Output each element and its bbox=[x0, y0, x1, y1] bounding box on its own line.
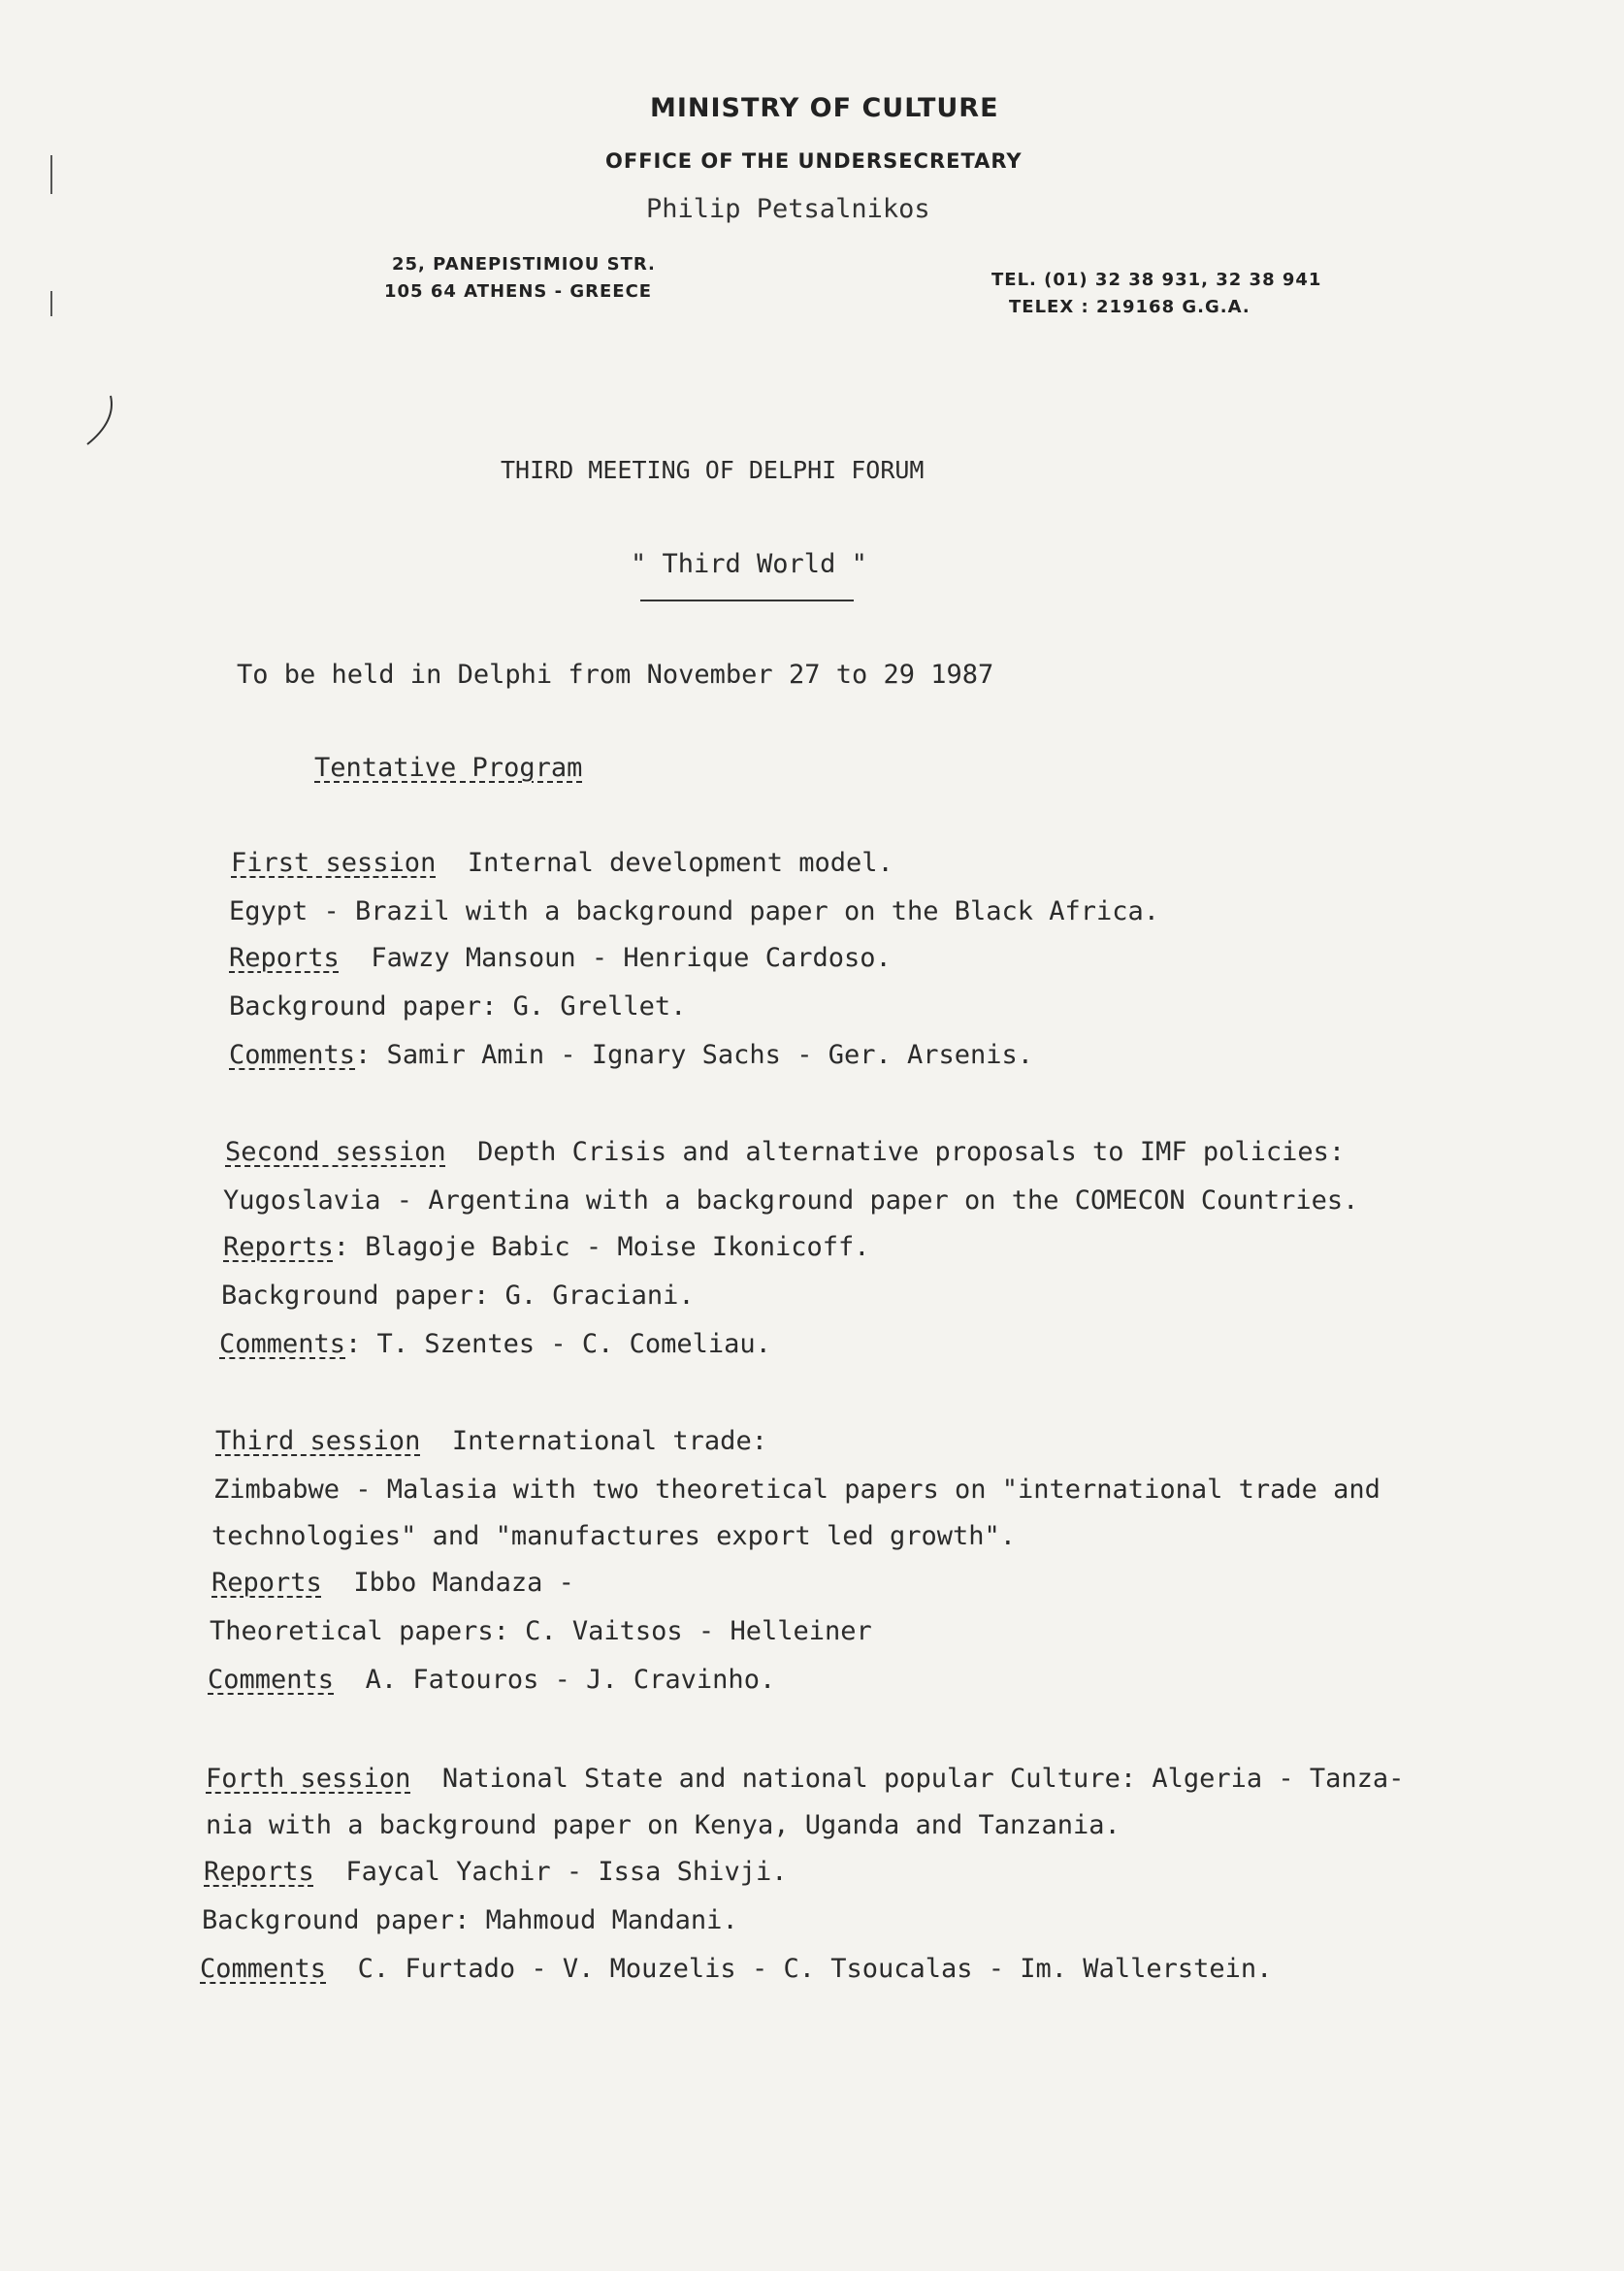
telephone: TEL. (01) 32 38 931, 32 38 941 bbox=[991, 270, 1322, 290]
session-line: technologies" and "manufactures export led growth". bbox=[211, 1521, 1017, 1551]
session-topic: Depth Crisis and alternative proposals to IMF policies: bbox=[477, 1137, 1346, 1167]
address-line-2: 105 64 ATHENS - GREECE bbox=[384, 281, 653, 302]
telex: TELEX : 219168 G.G.A. bbox=[1009, 297, 1250, 317]
comments-line: Comments C. Furtado - V. Mouzelis - C. Tsoucalas - Im. Wallerstein. bbox=[200, 1954, 1273, 1984]
ministry-title: MINISTRY OF CULTURE bbox=[650, 93, 999, 123]
comments-line: Comments: Samir Amin - Ignary Sachs - Ger. Arsenis. bbox=[229, 1040, 1034, 1070]
reports-line: Reports Ibbo Mandaza - bbox=[211, 1568, 574, 1598]
background-line: Background paper: G. Grellet. bbox=[229, 991, 687, 1022]
session-topic: International trade: bbox=[451, 1426, 767, 1456]
session-line: Yugoslavia - Argentina with a background paper on the COMECON Countries. bbox=[223, 1185, 1359, 1216]
session-line: Egypt - Brazil with a background paper on the Black Africa. bbox=[229, 896, 1160, 926]
background-line: Theoretical papers: C. Vaitsos - Helleiner bbox=[210, 1616, 872, 1646]
session-label: First session bbox=[231, 848, 437, 878]
margin-mark bbox=[50, 155, 52, 194]
session-label: Second session bbox=[225, 1137, 446, 1167]
session-label: Forth session bbox=[206, 1764, 411, 1794]
subtitle-rule bbox=[640, 600, 854, 601]
background-line: Background paper: G. Graciani. bbox=[221, 1281, 695, 1311]
session-topic: Internal development model. bbox=[467, 848, 893, 878]
margin-mark bbox=[50, 291, 52, 316]
office-title: OFFICE OF THE UNDERSECRETARY bbox=[605, 149, 1023, 173]
session-2-heading bbox=[225, 1137, 1345, 1167]
session-1-heading bbox=[231, 848, 893, 878]
meeting-subtitle: " Third World " bbox=[631, 549, 867, 579]
session-4-heading bbox=[206, 1764, 1404, 1794]
reports-line: Reports Faycal Yachir - Issa Shivji. bbox=[204, 1857, 788, 1887]
undersecretary-name: Philip Petsalnikos bbox=[646, 194, 930, 224]
margin-stroke-mark bbox=[81, 392, 120, 450]
comments-line: Comments A. Fatouros - J. Cravinho. bbox=[208, 1665, 776, 1695]
session-label: Third session bbox=[215, 1426, 421, 1456]
session-topic: National State and national popular Culture: Algeria - Tanza- bbox=[441, 1764, 1405, 1794]
reports-line: Reports: Blagoje Babic - Moise Ikonicoff. bbox=[223, 1232, 870, 1262]
session-line: nia with a background paper on Kenya, Uganda and Tanzania. bbox=[206, 1810, 1121, 1840]
session-line: Zimbabwe - Malasia with two theoretical papers on "international trade and bbox=[213, 1475, 1380, 1505]
reports-line: Reports Fawzy Mansoun - Henrique Cardoso. bbox=[229, 943, 892, 973]
background-line: Background paper: Mahmoud Mandani. bbox=[202, 1905, 738, 1935]
address-line-1: 25, PANEPISTIMIOU STR. bbox=[392, 254, 656, 275]
comments-line: Comments: T. Szentes - C. Comeliau. bbox=[219, 1329, 771, 1359]
held-statement: To be held in Delphi from November 27 to 29 1987 bbox=[237, 660, 994, 690]
program-title: Tentative Program bbox=[314, 753, 583, 783]
meeting-heading: THIRD MEETING OF DELPHI FORUM bbox=[501, 456, 925, 484]
session-3-heading bbox=[215, 1426, 767, 1456]
